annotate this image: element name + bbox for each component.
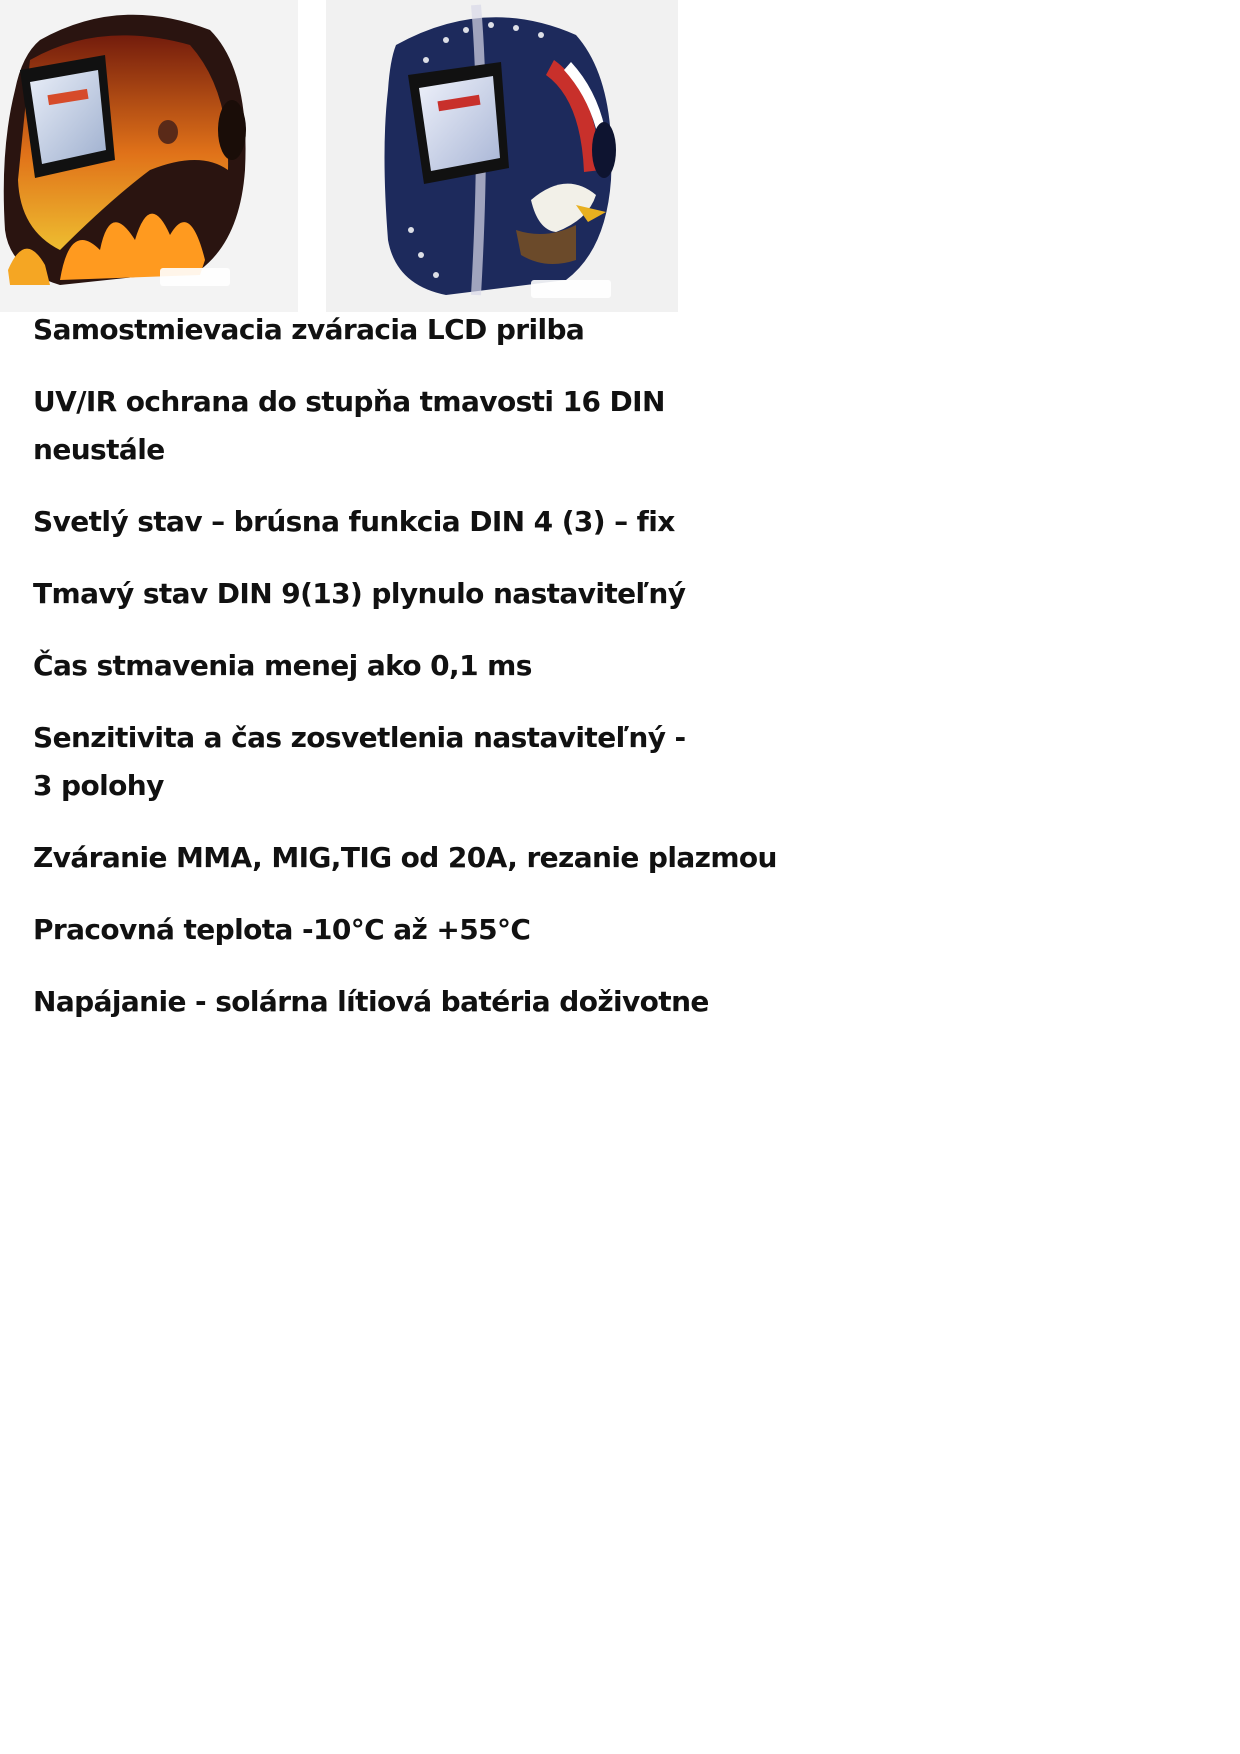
helmet-image-eagle-flag: [326, 0, 678, 312]
spec-item: Čas stmavenia menej ako 0,1 ms: [33, 649, 532, 682]
spec-item: Tmavý stav DIN 9(13) plynulo nastaviteľný: [33, 577, 686, 610]
spec-item: Svetlý stav – brúsna funkcia DIN 4 (3) – fix: [33, 505, 675, 538]
spec-item: Napájanie - solárna lítiová batéria doživotne: [33, 985, 709, 1018]
welding-helmet-flames-icon: [0, 0, 298, 312]
spec-item: Pracovná teplota -10°C až +55°C: [33, 913, 531, 946]
spec-list: [33, 306, 793, 1050]
spec-item: Zváranie MMA, MIG,TIG od 20A, rezanie plazmou: [33, 841, 777, 874]
helmet-image-flames: [0, 0, 298, 312]
spec-item: Samostmievacia zváracia LCD prilba: [33, 313, 585, 346]
spec-item: Senzitivita a čas zosvetlenia nastaviteľný - 3 polohy: [33, 721, 686, 802]
welding-helmet-eagle-flag-icon: [326, 0, 678, 312]
spec-item: UV/IR ochrana do stupňa tmavosti 16 DIN neustále: [33, 385, 665, 466]
